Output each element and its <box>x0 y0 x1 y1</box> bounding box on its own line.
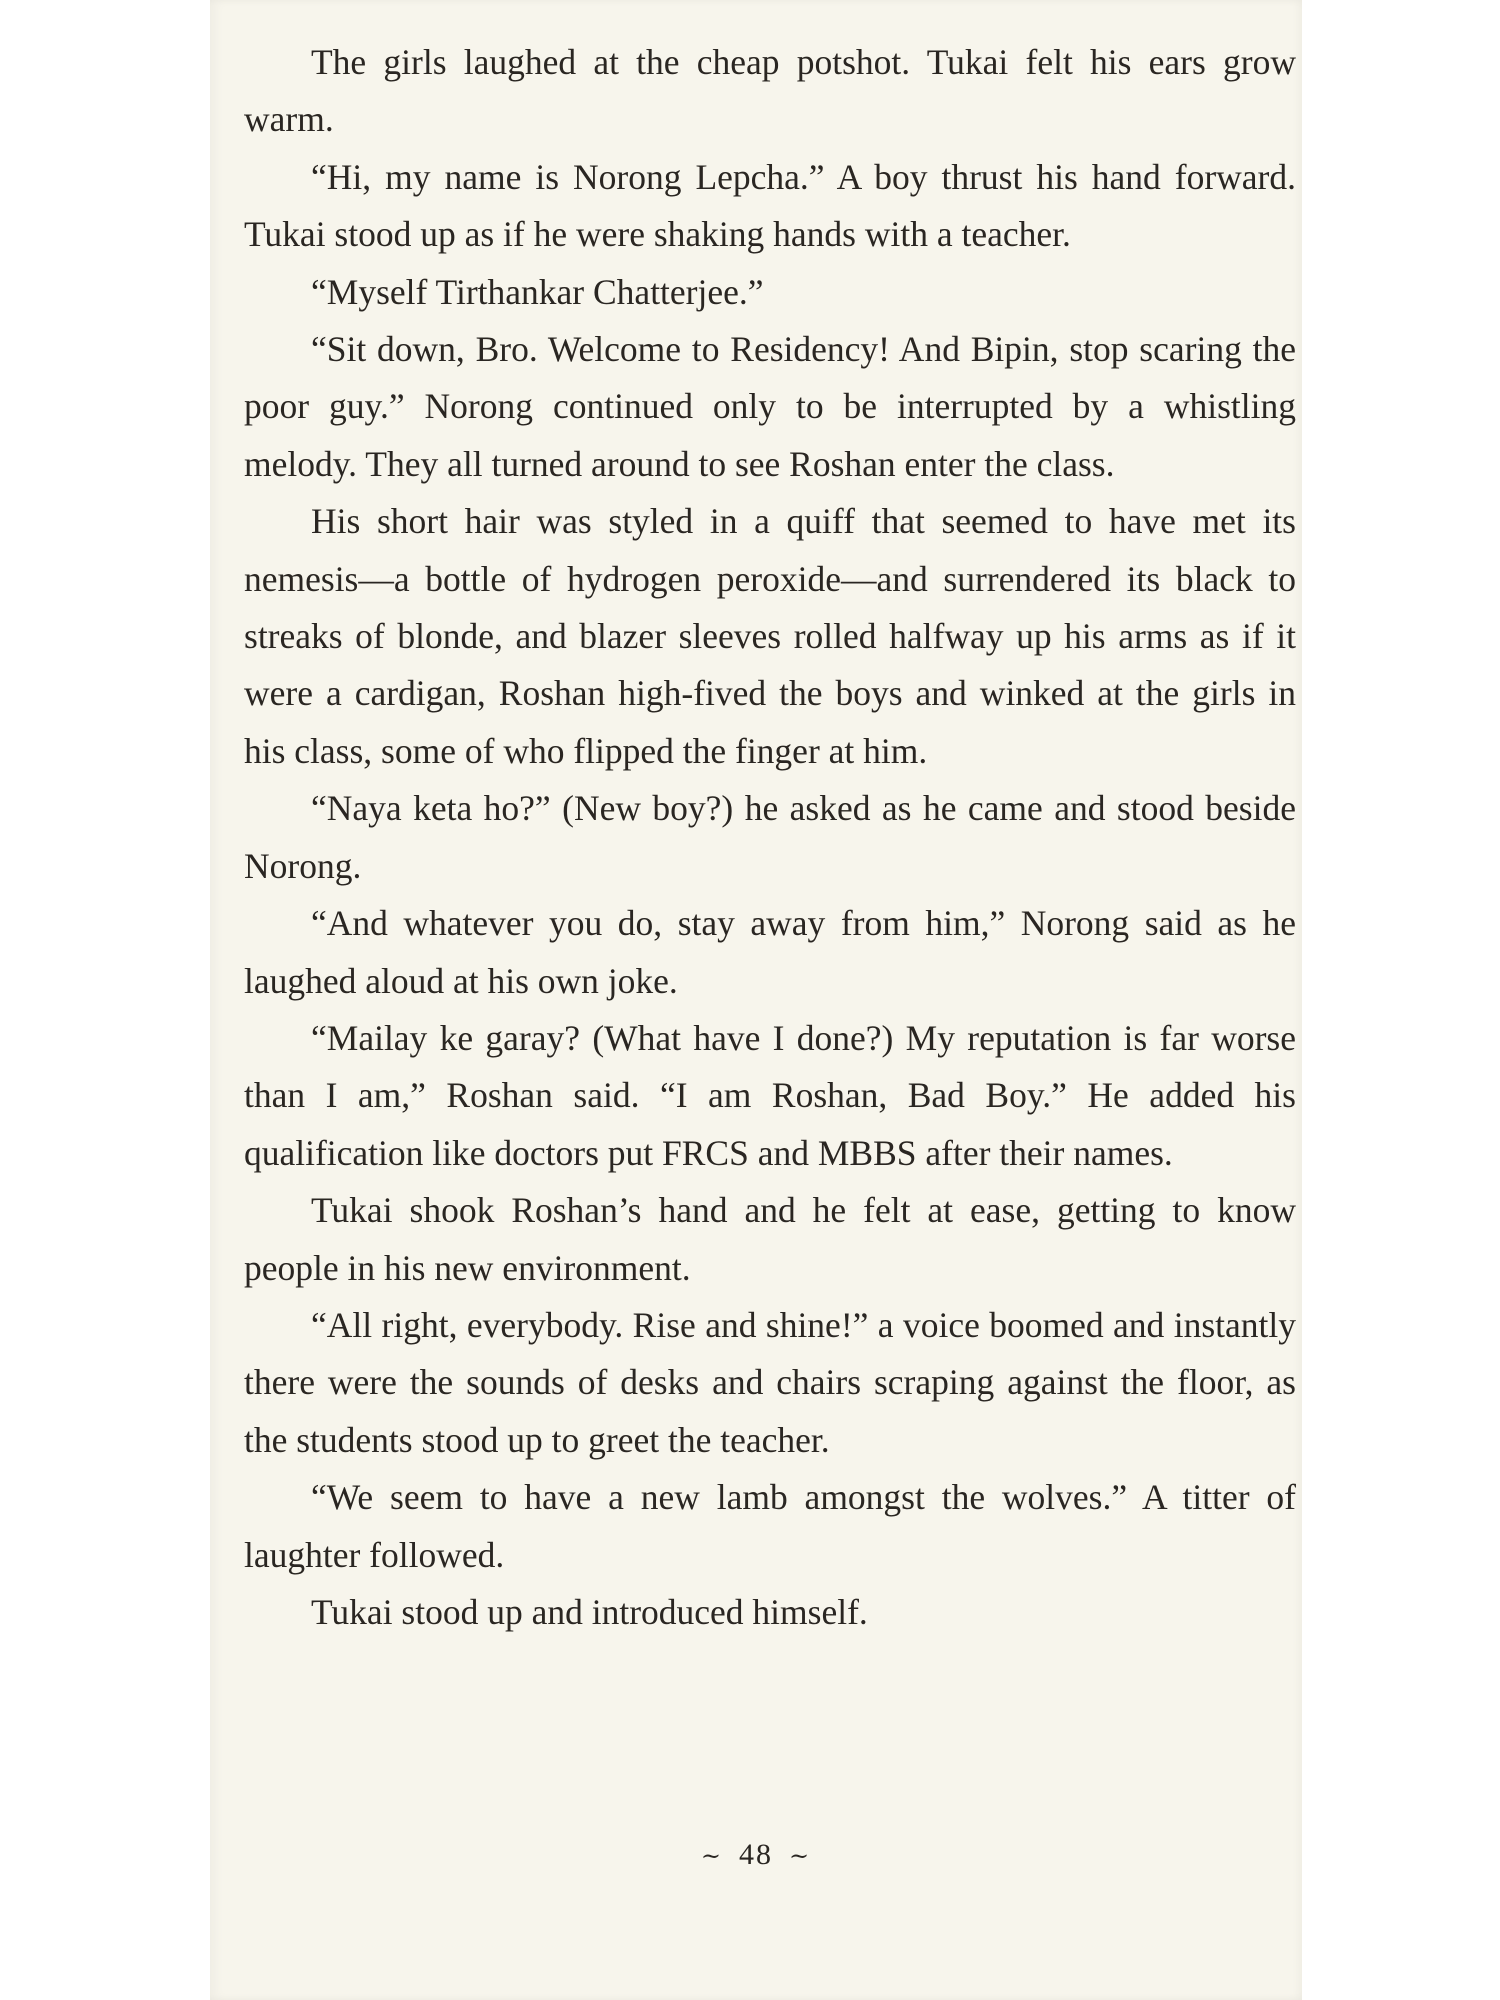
paragraph-11: “We seem to have a new lamb amongst the wolves.” A titter of laughter followed. <box>244 1477 1296 1575</box>
book-page <box>210 0 1302 2000</box>
paragraph-9: Tukai shook Roshan’s hand and he felt at ease, getting to know people in his new environment. <box>244 1190 1296 1288</box>
paragraph-12: Tukai stood up and introduced himself. <box>311 1591 868 1632</box>
folio-number: 48 <box>739 1838 773 1871</box>
page-number <box>210 1838 1302 1872</box>
folio-left-tilde: ~ <box>700 1842 723 1870</box>
paragraph-8: “Mailay ke garay? (What have I done?) My reputation is far worse than I am,” Roshan said. “I am Roshan, Bad Boy.” He added his qualification like doctors put FRCS and MBBS after their names. <box>244 1017 1296 1173</box>
paragraph-6: “Naya keta ho?” (New boy?) he asked as he came and stood beside Norong. <box>244 788 1296 886</box>
paragraph-1: The girls laughed at the cheap potshot. Tukai felt his ears grow warm. <box>244 42 1296 140</box>
body-text <box>244 34 1296 1641</box>
paragraph-7: “And whatever you do, stay away from him,” Norong said as he laughed aloud at his own joke. <box>244 903 1296 1001</box>
paragraph-3: “Myself Tirthankar Chatterjee.” <box>311 271 764 312</box>
paragraph-4: “Sit down, Bro. Welcome to Residency! And Bipin, stop scaring the poor guy.” Norong continued only to be interrupted by a whistling melody. They all turned around to see Roshan enter the class. <box>244 329 1296 484</box>
paragraph-10: “All right, everybody. Rise and shine!” a voice boomed and instantly there were the sounds of desks and chairs scraping against the floor, as the students stood up to greet the teacher. <box>244 1304 1296 1460</box>
paragraph-2: “Hi, my name is Norong Lepcha.” A boy thrust his hand forward. Tukai stood up as if he were shaking hands with a teacher. <box>244 156 1296 255</box>
paragraph-5: His short hair was styled in a quiff that seemed to have met its nemesis—a bottle of hydrogen peroxide—and surrendered its black to streaks of blonde, and blazer sleeves rolled halfway up his arms as if it were a cardigan, Roshan high-fived the boys and winked at the girls in his class, some of who flipped the finger at him. <box>244 501 1296 771</box>
folio-right-tilde: ~ <box>789 1842 812 1870</box>
